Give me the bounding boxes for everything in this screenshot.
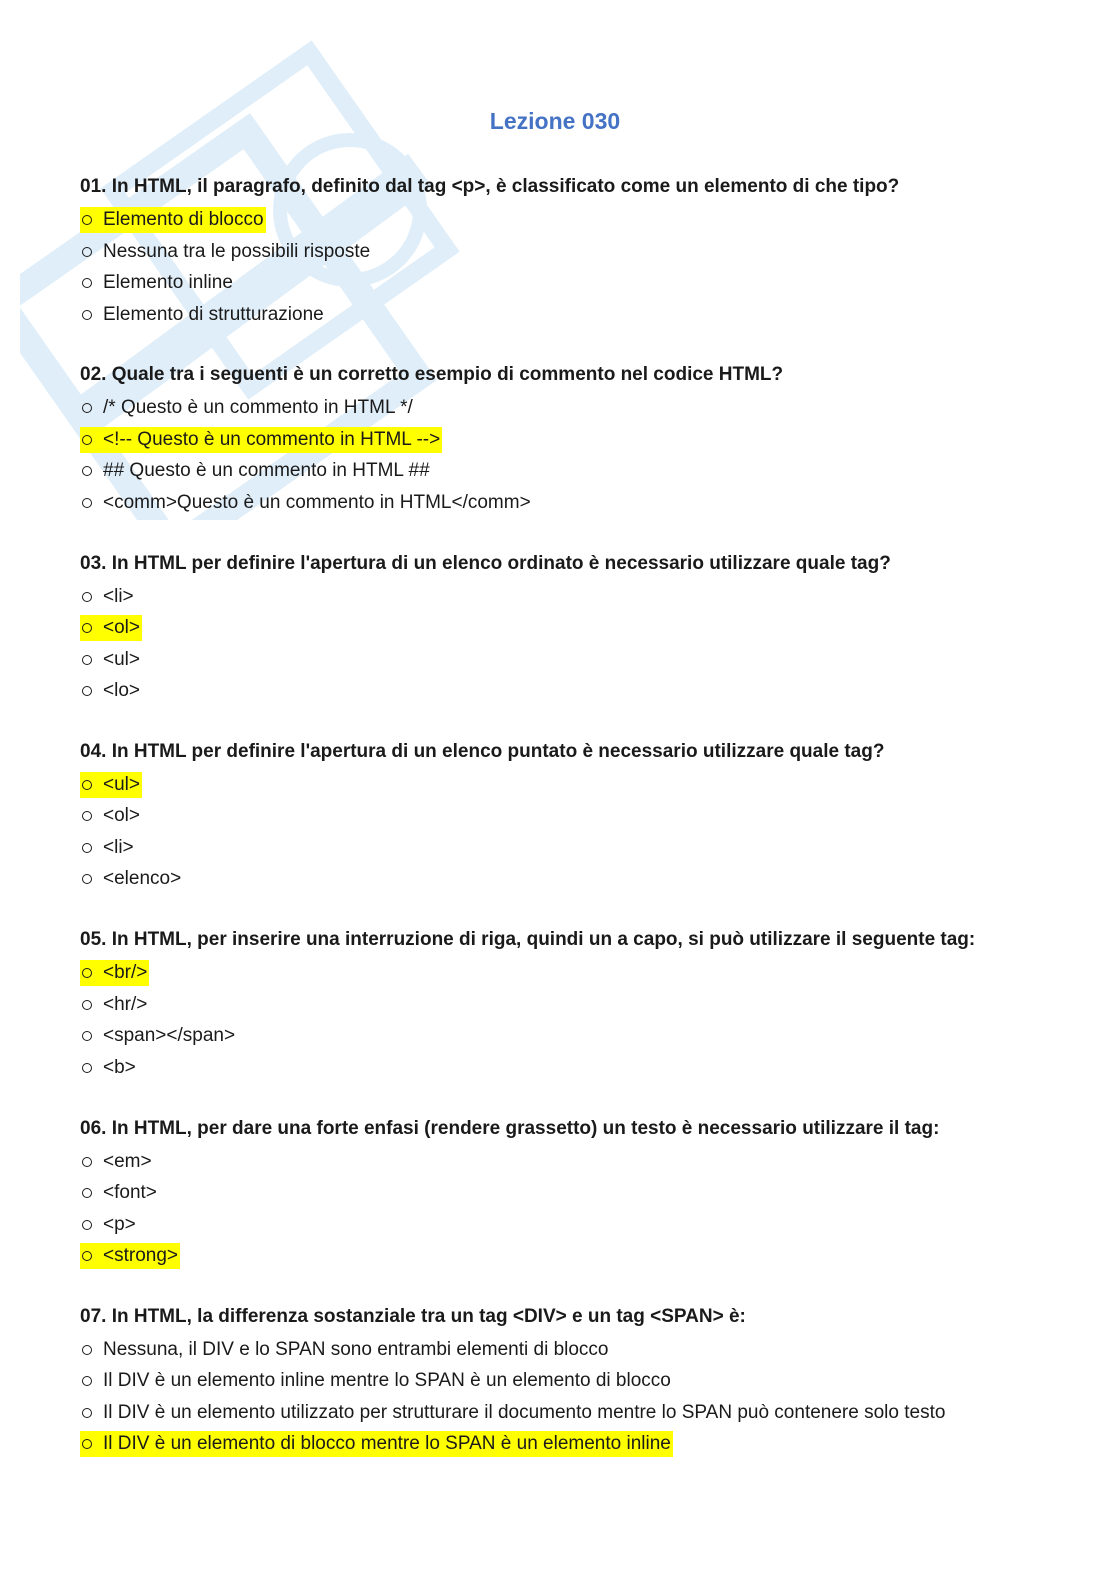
question-block: [80, 737, 1040, 895]
answer-option-content: [80, 866, 183, 892]
answer-option-content: [80, 803, 142, 829]
question-text: 02. Quale tra i seguenti è un corretto esempio di commento nel codice HTML?: [80, 364, 784, 386]
answer-option: [80, 581, 1040, 613]
answer-option-label: Il DIV è un elemento inline mentre lo SPAN è un elemento di blocco: [103, 1370, 671, 1392]
answer-option-label: <em>: [103, 1150, 152, 1172]
question-block: [80, 925, 1040, 1083]
circle-bullet-icon: [82, 592, 92, 602]
answer-option-content: [80, 992, 149, 1018]
answer-option-content: [80, 302, 326, 328]
circle-bullet-icon: [82, 655, 92, 665]
answer-option-label: <br/>: [103, 962, 148, 984]
answer-option-label: <p>: [103, 1213, 136, 1235]
answer-option-content: [80, 1023, 237, 1049]
answer-options: [80, 392, 1040, 518]
answer-option: [80, 299, 1040, 331]
circle-bullet-icon: [82, 1000, 92, 1010]
answer-option-content: [80, 835, 136, 861]
answer-option-content: [80, 1212, 138, 1238]
answer-option: [80, 487, 1040, 519]
answer-option-content: [80, 1431, 673, 1457]
answer-options: [80, 769, 1040, 895]
answer-options: [80, 1334, 1040, 1460]
question-text: 05. In HTML, per inserire una interruzione di riga, quindi un a capo, si può utilizzare il seguente tag:: [80, 929, 976, 951]
answer-option: [80, 1209, 1040, 1241]
answer-option: [80, 1365, 1040, 1397]
answer-option-label: <ul>: [103, 773, 140, 795]
answer-option-content: [80, 960, 149, 986]
answer-option: [80, 455, 1040, 487]
circle-bullet-icon: [82, 215, 92, 225]
answer-option-label: /* Questo è un commento in HTML */: [103, 397, 413, 419]
answer-option-label: <ol>: [103, 805, 140, 827]
answer-option-label: <elenco>: [103, 868, 182, 890]
answer-option-content: [80, 395, 415, 421]
circle-bullet-icon: [82, 780, 92, 790]
answer-option-label: <li>: [103, 585, 134, 607]
circle-bullet-icon: [82, 811, 92, 821]
answer-option-correct: [80, 769, 1040, 801]
circle-bullet-icon: [82, 278, 92, 288]
answer-options: [80, 957, 1040, 1083]
answer-option-content: [80, 490, 533, 516]
answer-option-content: [80, 207, 266, 233]
answer-option: [80, 267, 1040, 299]
answer-option-label: <span></span>: [103, 1025, 236, 1047]
answer-option-content: [80, 1368, 673, 1394]
circle-bullet-icon: [82, 247, 92, 257]
question-block: [80, 1114, 1040, 1272]
answer-option-label: <li>: [103, 836, 134, 858]
answer-option-correct: [80, 1240, 1040, 1272]
circle-bullet-icon: [82, 466, 92, 476]
answer-option-correct: [80, 1428, 1040, 1460]
answer-option-content: [80, 1149, 154, 1175]
answer-option-content: [80, 1400, 947, 1426]
question-block: [80, 172, 1040, 330]
answer-option-content: [80, 1337, 611, 1363]
answer-option-correct: [80, 424, 1040, 456]
circle-bullet-icon: [82, 435, 92, 445]
answer-option: [80, 863, 1040, 895]
answer-option-label: <ul>: [103, 648, 140, 670]
answer-option: [80, 832, 1040, 864]
answer-option-label: <strong>: [103, 1245, 178, 1266]
answer-option-label: Nessuna, il DIV e lo SPAN sono entrambi elementi di blocco: [103, 1338, 609, 1360]
question-text: 01. In HTML, il paragrafo, definito dal tag <p>, è classificato come un elemento di che tipo?: [80, 176, 900, 197]
answer-option-label: Nessuna tra le possibili risposte: [103, 240, 371, 262]
answer-option: [80, 392, 1040, 424]
page-title: Lezione 030: [489, 108, 621, 134]
answer-option-content: [80, 1180, 159, 1206]
question-text: 04. In HTML per definire l'apertura di un elenco puntato è necessario utilizzare quale tag?: [80, 740, 885, 762]
question-block: [80, 549, 1040, 707]
answer-option-label: <!-- Questo è un commento in HTML -->: [103, 428, 441, 450]
circle-bullet-icon: [82, 968, 92, 978]
question-text: 07. In HTML, la differenza sostanziale tra un tag <DIV> e un tag <SPAN> è:: [80, 1305, 746, 1327]
question-text: 06. In HTML, per dare una forte enfasi (rendere grassetto) un testo è necessario utilizzare il tag:: [80, 1117, 940, 1139]
answer-option-label: <comm>Questo è un commento in HTML</comm>: [103, 491, 531, 513]
circle-bullet-icon: [82, 1188, 92, 1198]
circle-bullet-icon: [82, 1376, 92, 1386]
question-block: [80, 1302, 1040, 1460]
answer-option-label: <ol>: [103, 617, 140, 639]
circle-bullet-icon: [82, 1439, 92, 1449]
answer-option-content: [80, 427, 442, 453]
answer-option-label: ## Questo è un commento in HTML ##: [103, 460, 430, 482]
answer-options: [80, 1146, 1040, 1272]
answer-option-content: [80, 1055, 138, 1081]
answer-option: [80, 989, 1040, 1021]
answer-option-label: <font>: [103, 1182, 157, 1203]
answer-option: [80, 1146, 1040, 1178]
answer-option-content: [80, 647, 142, 673]
answer-option-label: <hr/>: [103, 993, 148, 1015]
answer-option-label: Il DIV è un elemento utilizzato per strutturare il documento mentre lo SPAN può contenere solo testo: [103, 1401, 946, 1423]
answer-option-correct: [80, 957, 1040, 989]
answer-option-correct: [80, 204, 1040, 236]
answer-option-content: [80, 772, 142, 798]
answer-option-correct: [80, 612, 1040, 644]
question-text: 03. In HTML per definire l'apertura di un elenco ordinato è necessario utilizzare quale tag?: [80, 552, 891, 574]
circle-bullet-icon: [82, 498, 92, 508]
answer-option-content: [80, 458, 432, 484]
answer-option: [80, 1020, 1040, 1052]
answer-option-label: Il DIV è un elemento di blocco mentre lo SPAN è un elemento inline: [103, 1433, 671, 1455]
answer-options: [80, 581, 1040, 707]
answer-option: [80, 236, 1040, 268]
circle-bullet-icon: [82, 310, 92, 320]
answer-option: [80, 1397, 1040, 1429]
answer-option: [80, 1334, 1040, 1366]
answer-option: [80, 800, 1040, 832]
question-block: [80, 360, 1040, 518]
answer-option: [80, 644, 1040, 676]
answer-option-label: <b>: [103, 1056, 136, 1078]
circle-bullet-icon: [82, 686, 92, 696]
answer-option-content: [80, 615, 142, 641]
answer-option-label: Elemento di strutturazione: [103, 303, 324, 325]
answer-option-content: [80, 270, 235, 296]
answer-option-label: Elemento inline: [103, 272, 233, 293]
answer-option-content: [80, 678, 142, 704]
answer-option: [80, 1177, 1040, 1209]
circle-bullet-icon: [82, 1345, 92, 1355]
circle-bullet-icon: [82, 403, 92, 413]
answer-option-content: [80, 584, 136, 610]
circle-bullet-icon: [82, 874, 92, 884]
circle-bullet-icon: [82, 1063, 92, 1073]
circle-bullet-icon: [82, 1251, 92, 1261]
circle-bullet-icon: [82, 1220, 92, 1230]
circle-bullet-icon: [82, 843, 92, 853]
circle-bullet-icon: [82, 623, 92, 633]
answer-option-label: Elemento di blocco: [103, 209, 264, 230]
answer-option-content: [80, 239, 372, 265]
circle-bullet-icon: [82, 1157, 92, 1167]
answer-options: [80, 204, 1040, 330]
circle-bullet-icon: [82, 1408, 92, 1418]
answer-option-content: [80, 1243, 180, 1269]
circle-bullet-icon: [82, 1031, 92, 1041]
answer-option-label: <lo>: [103, 680, 140, 702]
answer-option: [80, 675, 1040, 707]
answer-option: [80, 1052, 1040, 1084]
